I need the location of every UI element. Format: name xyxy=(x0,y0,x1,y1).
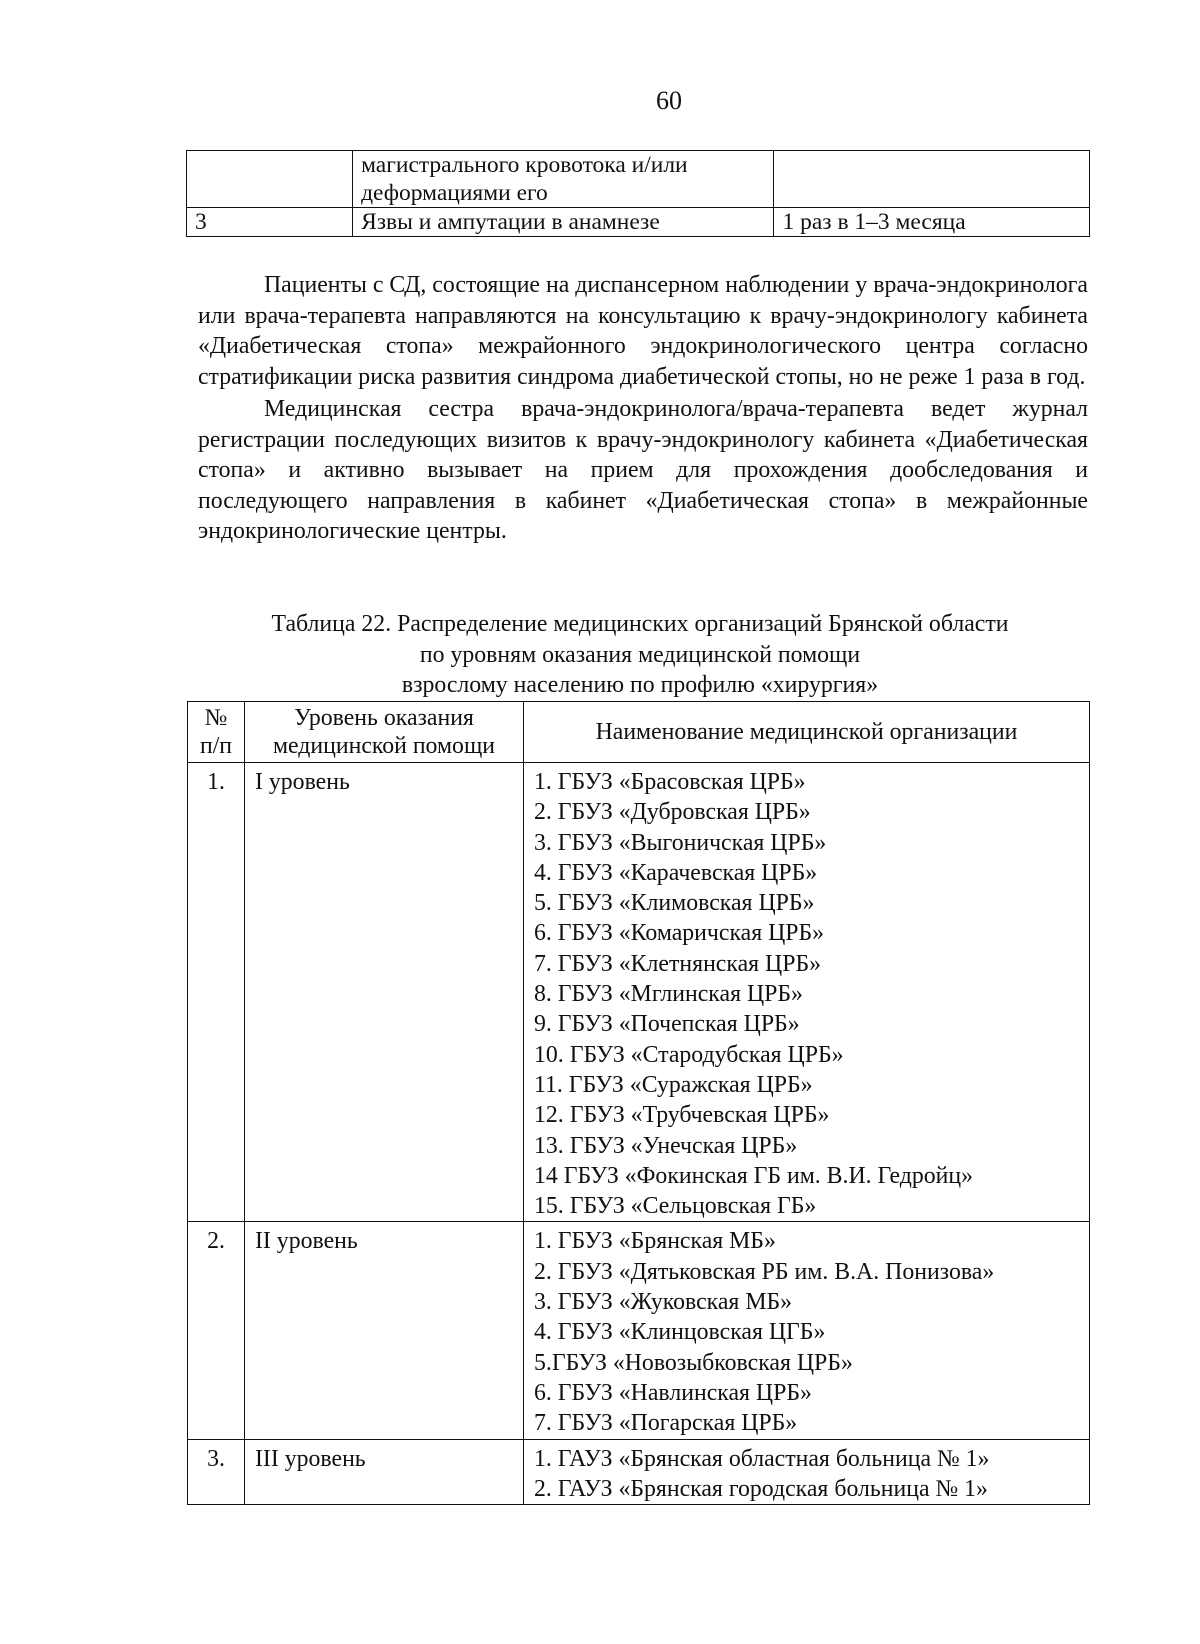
list-item: 2. ГАУЗ «Брянская городская больница № 1» xyxy=(534,1475,988,1502)
caption-line: Таблица 22. Распределение медицинских организаций Брянской области xyxy=(271,611,1009,637)
list-item: 1. ГБУЗ «Брянская МБ» xyxy=(534,1228,776,1255)
list-item: 9. ГБУЗ «Почепская ЦРБ» xyxy=(534,1011,800,1038)
list-item: 1. ГАУЗ «Брянская областная больница № 1» xyxy=(534,1445,990,1472)
header-text: Уровень оказания xyxy=(294,705,474,731)
risk-continuation-table xyxy=(186,150,1090,237)
table-caption xyxy=(200,609,1080,701)
list-item: 3. ГБУЗ «Жуковская МБ» xyxy=(534,1289,793,1316)
level-cell: I уровень xyxy=(245,763,524,1222)
level-cell: III уровень xyxy=(245,1439,524,1505)
header-text: п/п xyxy=(199,733,233,759)
list-item: 15. ГБУЗ «Сельцовская ГБ» xyxy=(534,1193,817,1220)
caption-line: по уровням оказания медицинской помощи xyxy=(419,641,861,668)
table-row xyxy=(188,1439,1090,1505)
list-item: 4. ГБУЗ «Карачевская ЦРБ» xyxy=(534,859,818,886)
table-row xyxy=(187,151,1090,208)
list-item: 4. ГБУЗ «Клинцовская ЦГБ» xyxy=(534,1319,826,1346)
paragraph: Медицинская сестра врача-эндокринолога/врача-терапевта ведет журнал регистрации последующих визитов к врачу-эндокринологу кабинета «Диабетическая стопа» и активно вызывает на прием для прохождения дообследования и последующего направления в кабинет «Диабетическая стопа» в межрайонные эндокринологические центры. xyxy=(198,396,1088,544)
row-number-cell: 3. xyxy=(188,1439,245,1505)
page-number: 60 xyxy=(656,86,682,115)
list-item: 7. ГБУЗ «Погарская ЦРБ» xyxy=(534,1410,798,1437)
header-text: № xyxy=(204,705,228,731)
header-number xyxy=(188,702,245,763)
list-item: 6. ГБУЗ «Комаричская ЦРБ» xyxy=(534,920,825,947)
paragraph: Пациенты с СД, состоящие на диспансерном наблюдении у врача-эндокринолога или врача-терапевта направляются на консультацию к врачу-эндокринологу кабинета «Диабетическая стопа» межрайонного эндокринологического центра согласно стратификации риска развития синдрома диабетической стопы, но не реже 1 раза в год. xyxy=(198,272,1088,390)
header-text: медицинской помощи xyxy=(272,733,496,759)
list-item: 2. ГБУЗ «Дятьковская РБ им. В.А. Понизова» xyxy=(534,1258,995,1285)
list-item: 13. ГБУЗ «Унечская ЦРБ» xyxy=(534,1132,798,1159)
list-item: 12. ГБУЗ «Трубчевская ЦРБ» xyxy=(534,1102,830,1129)
list-item: 11. ГБУЗ «Суражская ЦРБ» xyxy=(534,1071,813,1098)
caption-line: взрослому населению по профилю «хирургия» xyxy=(401,672,879,698)
list-item: 5.ГБУЗ «Новозыбковская ЦРБ» xyxy=(534,1349,853,1376)
list-item: 5. ГБУЗ «Климовская ЦРБ» xyxy=(534,890,815,917)
header-organization: Наименование медицинской организации xyxy=(524,702,1090,763)
table-row xyxy=(188,1222,1090,1439)
body-text xyxy=(198,270,1088,547)
level-cell: II уровень xyxy=(245,1222,524,1439)
frequency-cell xyxy=(774,151,1090,208)
frequency-cell: 1 раз в 1–3 месяца xyxy=(774,208,1090,237)
org-list-cell xyxy=(524,763,1090,1222)
row-number-cell: 2. xyxy=(188,1222,245,1439)
criteria-cell: Язвы и ампутации в анамнезе xyxy=(353,208,774,237)
list-item: 7. ГБУЗ «Клетнянская ЦРБ» xyxy=(534,950,822,977)
list-item: 3. ГБУЗ «Выгоничская ЦРБ» xyxy=(534,829,827,856)
list-item: 8. ГБУЗ «Мглинская ЦРБ» xyxy=(534,981,803,1008)
list-item: 10. ГБУЗ «Стародубская ЦРБ» xyxy=(534,1041,844,1068)
medical-organizations-table xyxy=(187,701,1090,1505)
header-level xyxy=(245,702,524,763)
org-list-cell xyxy=(524,1439,1090,1505)
table-row xyxy=(187,208,1090,237)
row-number-cell: 1. xyxy=(188,763,245,1222)
row-number-cell: 3 xyxy=(187,208,353,237)
list-item: 2. ГБУЗ «Дубровская ЦРБ» xyxy=(534,799,811,826)
org-list-cell xyxy=(524,1222,1090,1439)
list-item: 1. ГБУЗ «Брасовская ЦРБ» xyxy=(534,769,806,795)
list-item: 14 ГБУЗ «Фокинская ГБ им. В.И. Гедройц» xyxy=(534,1162,974,1189)
table-row xyxy=(188,763,1090,1222)
row-number-cell xyxy=(187,151,353,208)
header-row xyxy=(188,702,1090,763)
criteria-cell: магистрального кровотока и/или деформациями его xyxy=(353,151,774,208)
list-item: 6. ГБУЗ «Навлинская ЦРБ» xyxy=(534,1379,812,1406)
